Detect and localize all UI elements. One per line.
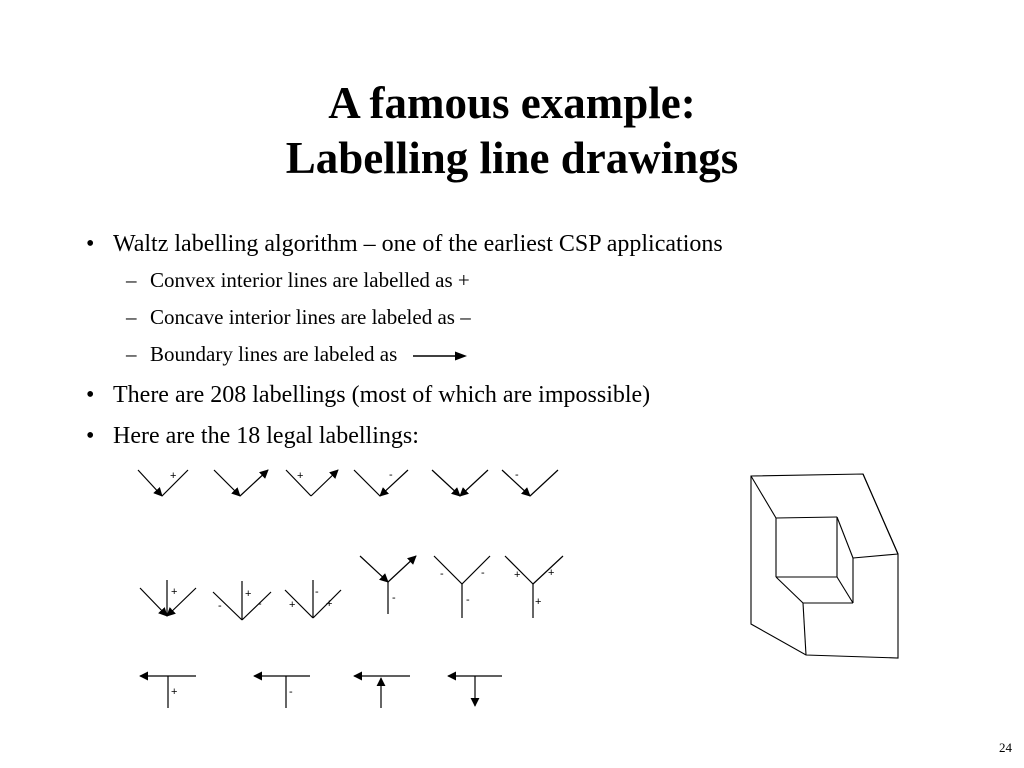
sub-bullet-marker: – [126, 268, 137, 292]
bullet-marker: • [86, 231, 95, 257]
arrow-junction-3 [285, 580, 341, 618]
junction-label: + [289, 599, 296, 611]
junction-label: + [326, 598, 333, 610]
l-junction-6 [502, 469, 558, 496]
junction-label: - [258, 598, 262, 610]
fork-junction-3 [505, 556, 563, 618]
junction-label: - [466, 594, 470, 606]
junction-label: - [389, 469, 393, 481]
bullet-text: There are 208 labellings (most of which are impossible) [113, 382, 651, 408]
junction-label: + [171, 586, 178, 598]
bullet-marker: • [86, 423, 95, 449]
object-line-drawing [751, 474, 898, 658]
junction-label: + [514, 569, 521, 581]
junction-label: - [440, 568, 444, 580]
arrow-junction-1 [140, 580, 196, 616]
junction-label: + [170, 470, 177, 482]
title-line-2: Labelling line drawings [285, 133, 739, 183]
junction-label: + [535, 596, 542, 608]
arrow-junction-2 [213, 581, 271, 620]
l-junction-2 [214, 470, 268, 496]
fork-junction-2 [434, 556, 490, 618]
junction-label: - [289, 686, 293, 698]
title-line-1: A famous example: [328, 78, 696, 128]
t-junction-2 [254, 676, 310, 708]
object-outline [751, 474, 898, 658]
junction-label: - [392, 592, 396, 604]
bullet-text: Here are the 18 legal labellings: [113, 423, 419, 449]
sub-bullet-marker: – [126, 305, 137, 329]
l-junction-4 [354, 469, 408, 496]
l-junction-5 [432, 470, 488, 496]
junction-label: + [548, 567, 555, 579]
t-junction-4 [448, 676, 502, 706]
bullet-text: Waltz labelling algorithm – one of the earliest CSP applications [113, 231, 723, 257]
junction-label: + [171, 686, 178, 698]
junction-label: + [245, 588, 252, 600]
junction-label: - [218, 600, 222, 612]
fork-junction-1 [360, 556, 416, 614]
sub-bullet-marker: – [126, 342, 137, 366]
sub-bullet-text: Convex interior lines are labelled as + [150, 268, 470, 292]
junction-label: - [515, 469, 519, 481]
sub-bullet-text: Concave interior lines are labeled as – [150, 305, 471, 329]
t-junction-1 [140, 676, 196, 708]
sub-bullet-text: Boundary lines are labeled as [150, 342, 398, 366]
l-junction-1 [138, 470, 188, 496]
page-number: 24 [999, 740, 1012, 755]
junction-label: + [297, 470, 304, 482]
junction-label: - [315, 586, 319, 598]
l-junction-3 [286, 470, 338, 496]
bullet-marker: • [86, 382, 95, 408]
t-junction-3 [354, 676, 410, 708]
junction-label: - [481, 567, 485, 579]
